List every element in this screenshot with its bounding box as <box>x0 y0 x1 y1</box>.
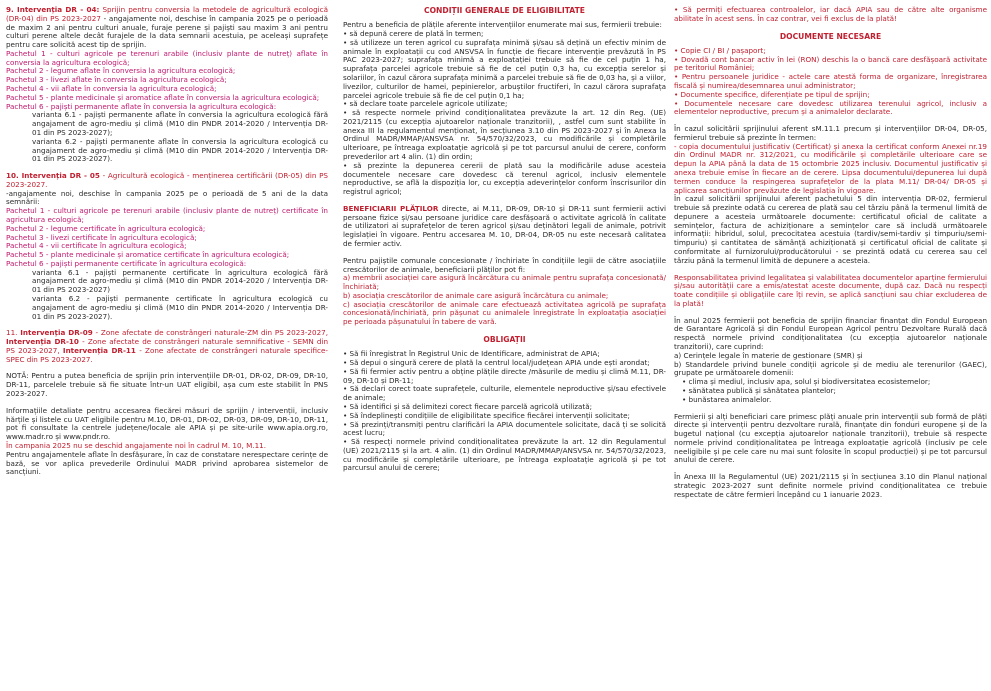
dr05-package: Pachetul 3 - livezi certificate în agricultura ecologică; <box>6 232 197 242</box>
document-item: • Documentele necesare care dovedesc utilizarea terenului agricol, inclusiv a elementelor neproductive, precum și a animalelor declarate. <box>674 98 987 117</box>
farmers-paragraph: Fermierii și alți beneficiari care primesc plăți anuale prin intervenții sub formă de plăți directe și intervenții pentru dezvoltare rurală, finanțate din fonduri europene și de la bugetul național (cu excepția ajutoarelor naționale tranzitorii), trebuie să respecte normele privind condiționalitatea pe întreaga exploatație agricolă (inclusiv pe cele neeligibile și pe cele care nu mai sunt folosite în scopul producției) și pe tot parcursul anului de cerere. <box>674 411 987 465</box>
pasture-section <box>343 257 666 327</box>
anc-text: - Zone afectate de constrângeri naturale-ZM din PS 2023-2027, <box>92 328 329 338</box>
anc-dr09: Intervenția DR-09 <box>20 328 93 338</box>
domain-item: • clima și mediul, inclusiv apa, solul și biodiversitatea ecosistemelor; <box>682 377 931 387</box>
obligations-section <box>343 350 666 473</box>
obligation-item: • Să respecți normele privind condiționalitatea prevăzute la art. 12 din Regulamentul (UE) 2021/2115 și la art. 4 alin. (1) din Ordinul MADR/MMAP/ANSVSA nr. 54/570/32/2023, cu modificările și completările ulterioare, pe întreaga exploatație agricolă și pe tot parcursul anului de cerere; <box>343 437 666 473</box>
document-item: • Dovadă cont bancar activ în lei (RON) deschis la o bancă care desfășoară activitate pe teritoriul României; <box>674 54 987 73</box>
right-column <box>674 6 987 500</box>
responsibility-paragraph: Responsabilitatea privind legalitatea și valabilitatea documentelor aparține fermierului și/sau autorității care a emis/atestat aceste documente, după caz. Dacă nu respecți toate condițiile și obligațiile care îți revin, se aplică sancțiuni sau chiar excluderea de la plată! <box>674 272 987 308</box>
pasture-intro: Pentru pajiștile comunale concesionate / închiriate în condițiile legii de către asociațiile crescătorilor de animale, beneficiarii plăților pot fi: <box>343 255 666 274</box>
domain-item: • bunăstarea animalelor. <box>682 394 772 404</box>
sm11-intro: În cazul solicitării sprijinului aferent sM.11.1 precum și intervențiilor DR-04, DR-05, fermierul trebuie să prezinte în termen: <box>674 124 987 142</box>
dr04-variant: varianta 6.1 - pajiști permanente aflate în conversia la agricultura ecologică fără angajament de agro-mediu și climă (M10 din PNDR 2014-2020 / Intervenția DR-01 din PS 2023-2027); <box>32 110 328 137</box>
dr05-title-rest: - Agricultură ecologică - menținerea certificării (DR-05) din PS 2023-2027. <box>6 171 328 189</box>
dr04-section <box>6 6 328 164</box>
dr05-variant: varianta 6.2 - pajiști permanente certificate în agricultura ecologică cu angajament de agro-mediu și climă (M10 din PNDR 2014-2020 / Intervenția DR-01 din PS 2023-2027). <box>32 294 328 321</box>
anc-dr11: Intervenția DR-11 <box>62 345 136 355</box>
nota-paragraph: NOTĂ: Pentru a putea beneficia de sprijin prin intervențiile DR-01, DR-02, DR-09, DR-10, DR-11, parcelele trebuie să fie situate într-un UAT eligibil, așa cum este stabilit în PNS 2023-2027. <box>6 371 328 399</box>
conditionality-smr: a) Cerințele legale în materie de gestionare (SMR) și <box>674 350 863 360</box>
info-text: Informațiile detaliate pentru accesarea fiecărei măsuri de sprijin / intervenții, inclusiv hărțile și listele cu UAT eligibile pentru M.10, DR-01, DR-02, DR-03, DR-09, DR-10, DR-11, pot fi consultate la centrele județene/locale ale APIA și pe site-urile www.apia.org.ro, www.madr.ro și www.pndr.ro. <box>6 405 328 442</box>
document-item: • Pentru persoanele juridice - actele care atestă forma de organizare, înregistrarea fiscală și numirea/desemnarea unui administrator; <box>674 72 987 90</box>
obligation-item: • Să fii înregistrat în Registrul Unic de Identificare, administrat de APIA; <box>343 349 600 359</box>
dr04-package: Pachetul 1 - culturi agricole pe terenuri arabile (inclusiv plante de nutreț) aflate în conversia la agricultura ecologică; <box>6 48 328 67</box>
obligation-item: • Să depui o singură cerere de plată la centrul local/județean APIA unde ești arondat; <box>343 358 650 368</box>
dr05-package: Pachetul 6 - pajiști permanente certificate în agricultura ecologică: <box>6 258 247 268</box>
dr04-package: Pachetul 2 - legume aflate în conversia la agricultura ecologică; <box>6 66 236 76</box>
dr05-package: Pachetul 4 - vii certificate în agricultura ecologică; <box>6 241 187 251</box>
conditionality-gaec: b) Standardele privind bunele condiții agricole și de mediu ale terenurilor (GAEC), grupate pe următoarele domenii: <box>674 359 987 378</box>
anc-text: - Zone afectate de constrângeri naturale semnificative - SEMN din PS 2023-2027, <box>6 337 328 355</box>
middle-column <box>343 6 666 473</box>
dr05-package: Pachetul 5 - plante medicinale și aromatice certificate în agricultura ecologică; <box>6 250 290 260</box>
domain-item: • sănătatea publică și sănătatea plantelor; <box>682 385 836 395</box>
eligibility-heading: CONDIȚII GENERALE DE ELIGIBILITATE <box>424 6 585 15</box>
dr05-variant: varianta 6.1 - pajiști permanente certificate în agricultura ecologică fără angajament de agro-mediu și climă (M10 din PNDR 2014-2020 / Intervenția DR-01 din PS 2023-2027) <box>32 267 328 295</box>
anc-section <box>6 329 328 364</box>
dr05-body: -angajamente noi, deschise în campania 2025 pe o perioadă de 5 ani de la data semnării: <box>6 188 328 207</box>
anc-number: 11. <box>6 328 21 338</box>
dr04-variant: varianta 6.2 - pajiști permanente aflate în conversia la agricultura ecologică cu angajament de agro-mediu și climă (M10 din PNDR 2014-2020 / Intervenția DR-01 din PS 2023-2027). <box>32 136 328 164</box>
dr04-package: Pachetul 3 - livezi aflate în conversia la agricultura ecologică; <box>6 75 227 85</box>
document-item: • Documente specifice, diferențiate pe tipul de sprijin; <box>674 89 870 99</box>
beneficiaries-title: BENEFICIARII PLĂȚILOR <box>343 203 439 213</box>
dr05-package: Pachetul 2 - legume certificate în agricultura ecologică; <box>6 223 206 233</box>
obligation-item: • Să identifici și să delimitezi corect fiecare parcelă agricolă utilizată; <box>343 401 593 411</box>
conditionality-section <box>674 317 987 405</box>
campaign-note: În campania 2025 nu se deschid angajamente noi în cadrul M. 10, M.11. <box>6 440 267 450</box>
dr05-title: 10. Intervenția DR - 05 <box>6 171 100 181</box>
package5-requirement: În cazul solicitării sprijinului aferent pachetului 5 din intervenția DR-02, fermierul trebuie să prezinte odată cu cererea de plată sau cel târziu până la termenul limită de depunere a acesteia următoarele documente: certificatul oficial de calitate a semințelor, factura de achiziționare a semințelor care să includă următoarele informații: hibridul, solul, precocitatea acestuia (tardiv/semi-tardiv și timpuriu/semi-timpuriu) și cantitatea de sămânță achiziționată și certificatul oficial de calitate și conformitate al furnizorului/producătorului - se prezintă odată cu cererea sau cel târziu până la termenul limită de depunere a acesteia. <box>674 194 987 265</box>
condition-item: • să depună cerere de plată în termen; <box>343 29 484 39</box>
info-paragraph <box>6 407 328 477</box>
obligation-item: • Să îndeplinești condițiile de eligibilitate specifice fiecărei intervenții solicitate; <box>343 410 630 420</box>
documents-heading: DOCUMENTE NECESARE <box>779 31 882 41</box>
beneficiaries-text: directe, ai M.11, DR-09, DR-10 și DR-11 sunt fermierii activi persoane fizice și/sau persoane juridice care desfășoară o activitate agricolă în calitate de utilizatori ai suprafețelor de teren agricol și/sau deținători legali de animale, potrivit legislației în vigoare. Pentru accesarea M. 10, DR-04, DR-05 nu este necesară calitatea de fermier activ. <box>343 203 666 248</box>
anc-text: - Zone afectate de constrângeri naturale specifice-SPEC din PS 2023-2027. <box>6 345 329 364</box>
dr04-body: - angajamente noi, deschise în campania 2025 pe o perioadă de maxim 2 ani pentru culturi anuale, furaje perene și pajiști sau maxim 3 ani pentru culturi perene altele decât furajele de la data semnarii acestuia, pe aceleași suprafețe pentru care solicită acest tip de sprijin. <box>6 13 328 50</box>
sm11-section <box>674 125 987 266</box>
condition-item: • să declare toate parcelele agricole utilizate; <box>343 99 508 109</box>
condition-item: • să respecte normele privind condiționalitatea prevăzute la art. 12 din Reg. (UE) 2021/2115 (cu excepția ajutoarelor naționale tranzitorii), , astfel cum sunt stabilite în anexa III la regulamentul menționat, în secțiunea 3.10 din PS 2023-2027 și în Anexa la Ordinul MADR/MMAP/ANSVSA nr. 54/570/32/2023, cu modificările și completările ulterioare, pe întreaga exploatație agricolă și pe tot parcursul anului de cerere, conform prevederilor art 4 alin. (1) din ordin; <box>343 108 666 161</box>
conditionality-intro: În anul 2025 fermierii pot beneficia de sprijin financiar finanțat din Fondul European de Garantare Agricolă și din Fondul European Agricol pentru Dezvoltare Rurală dacă respectă normele privind condiționalitatea (cu excepția ajutoarelor naționale tranzitorii), care cuprind: <box>674 315 987 352</box>
anc-dr10: Intervenția DR-10 <box>6 337 79 347</box>
condition-item: • să prezinte la depunerea cererii de plată sau la modificările aduse acesteia documentele necesare care dovedesc că terenul agricol, inclusiv elementele neproductive, se află la dispoziția lor, cu excepția adeverințelor conform înscrisurilor din registrul agricol; <box>343 160 666 197</box>
obligation-item: • Să prezinți/transmiți pentru clarificări la APIA documentele solicitate, dacă ți se solicită acest lucru; <box>343 419 666 438</box>
dr05-section <box>6 172 328 321</box>
documents-section <box>674 47 987 117</box>
pasture-item: c) asociația crescătorilor de animale care efectuează activitatea agricolă pe suprafața concesionată/închiriată, prin pășunat cu animalele înregistrate în exploatația asociației pe perioada pășunatului în tabere de vară. <box>343 299 666 327</box>
pasture-item: a) membrii asociației care asigură încărcătura cu animale pentru suprafața concesionată/închiriată; <box>343 273 666 292</box>
beneficiaries-paragraph <box>343 205 666 249</box>
obligation-item: • Să declari corect toate suprafețele, culturile, elementele neproductive și/sau efectivele de animale; <box>343 384 666 403</box>
document-item: • Copie CI / BI / pașaport; <box>674 45 766 55</box>
pasture-item: b) asociația crescătorilor de animale care asigură încărcătura cu animale; <box>343 290 609 300</box>
dr05-package: Pachetul 1 - culturi agricole pe terenuri arabile (inclusiv plante de nutreț) certificate în agricultura ecologică; <box>6 206 328 224</box>
dr04-package: Pachetul 4 - vii aflate în conversia la agricultura ecologică; <box>6 84 217 94</box>
eligibility-intro: Pentru a beneficia de plățile aferente intervențiilor enumerate mai sus, fermierii trebuie: <box>343 20 662 30</box>
obligation-item: • Să fii fermier activ pentru a obține plățile directe /măsurile de mediu și climă M.11, DR-09, DR-10 și DR-11; <box>343 366 666 385</box>
obligations-heading: OBLIGAȚII <box>483 335 526 345</box>
sm11-requirement: - copia documentului justificativ (Certificat) și anexa la certificat conform Anexei nr.19 din Ordinul MADR nr. 312/2021, cu modificările și completările ulterioare care se depun la APIA până la data de 15 octombrie 2025 inclusiv. Documentul justificativ și anexa trebuie emise în fiecare an de cerere. Lipsa documentului/depunerea lui după termen conduce la respingerea suprafețelor de la plata M.11/ DR-04/ DR-05 și aplicarea sancțiunilor prevăzute de legislația în vigoare. <box>674 141 987 195</box>
ongoing-note: Pentru angajamentele aflate în desfășurare, în caz de constatare nerespectare cerințe de bază, se vor aplica prevederile Ordinului MADR privind aprobarea sistemelor de sancțiuni. <box>6 449 328 477</box>
dr04-title: 9. Intervenția DR - 04: <box>6 5 100 14</box>
left-column <box>6 6 328 477</box>
dr04-title-rest: Sprijin pentru conversia la metodele de agricultură ecologică (DR-04) din PS 2023-2027 <box>6 5 328 23</box>
condition-item: • să utilizeze un teren agricol cu suprafața minimă și/sau să dețină un efectiv minim de animale în exploatații cu cod ANSVSA în funcție de fiecare intervenție prevăzută în PS PAC 2023-2027; suprafața minimă a exploatației trebuie să fie de cel puțin 1 ha, suprafața parcelei agricole trebuie să fie de cel puțin 0,3 ha, cu excepția serelor și solariilor, în cazul cărora suprafața minimă a parcelei trebuie să fie de 0,03 ha, și a viilor, livezilor, culturilor de hamei, pepinierelor, arbuștilor fructiferi, în cazul cărora suprafața parcelei agricole trebuie să fie de cel puțin 0,1 ha; <box>343 37 666 100</box>
annex-paragraph: În Anexa III la Regulamentul (UE) 2021/2115 și în secțiunea 3.10 din Planul național strategic 2023-2027 sunt definite normele privind condiționalitatea ce trebuie respectate de către fermieri începând cu 1 ianuarie 2023. <box>674 472 987 499</box>
dr04-package: Pachetul 6 - pajiști permanente aflate în conversia la agricultura ecologică: <box>6 101 277 111</box>
dr04-package: Pachetul 5 - plante medicinale și aromatice aflate în conversia la agricultura ecologică; <box>6 92 320 102</box>
eligibility-section <box>343 21 666 197</box>
control-paragraph: • Să permiți efectuarea controalelor, iar dacă APIA sau de către alte organisme abilitate în acest sens. În caz contrar, vei fi exclus de la plată! <box>674 5 987 23</box>
